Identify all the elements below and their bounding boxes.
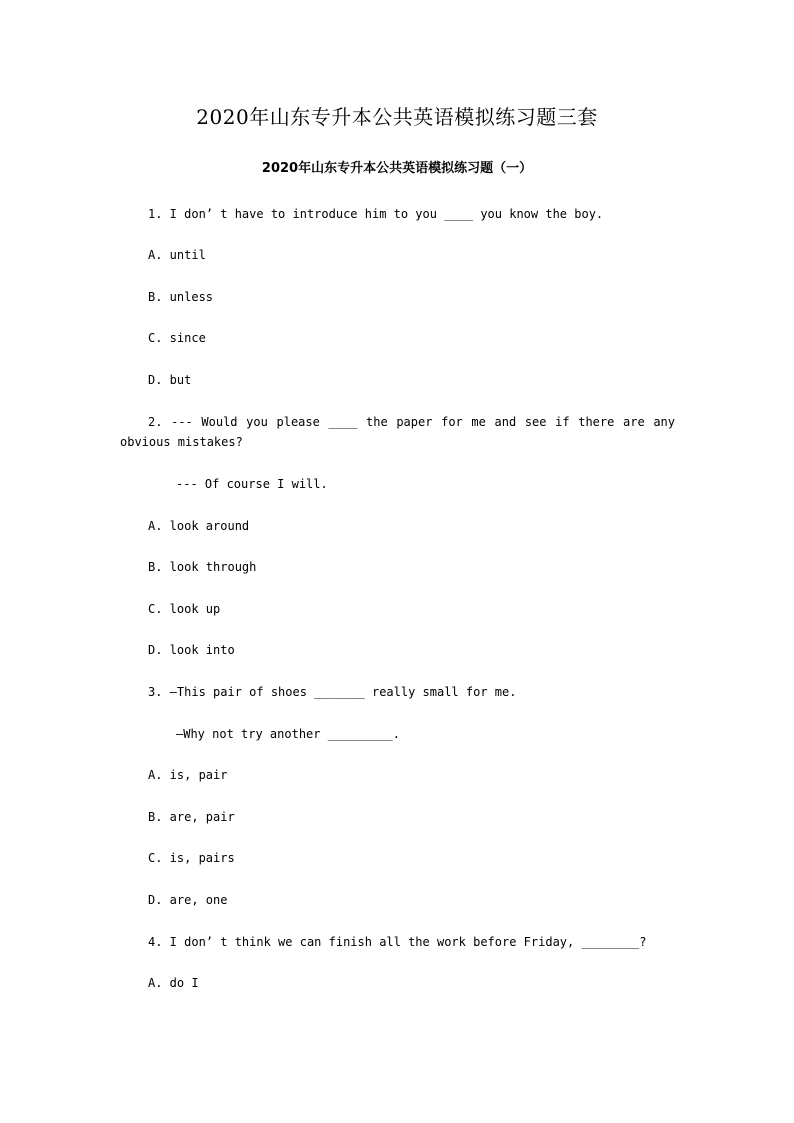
question-1-stem: 1. I don’ t have to introduce him to you ____ you know the boy. (148, 207, 604, 221)
question-3-option-a: A. is, pair (148, 768, 228, 782)
question-1-option-d: D. but (148, 373, 192, 387)
question-3-option-d: D. are, one (148, 893, 228, 907)
question-2-stem-line-2: obvious mistakes? (120, 435, 243, 449)
question-4-option-a: A. do I (148, 976, 199, 990)
question-2-option-b: B. look through (148, 560, 257, 574)
question-2-option-c: C. look up (148, 602, 221, 616)
question-2-option-a: A. look around (148, 519, 250, 533)
question-2-reply: --- Of course I will. (176, 477, 328, 491)
section-subtitle: 2020年山东专升本公共英语模拟练习题（一） (261, 161, 533, 176)
question-1-option-b: B. unless (148, 290, 214, 304)
question-4-stem: 4. I don’ t think we can finish all the work before Friday, ________? (148, 935, 647, 949)
question-1-option-c: C. since (148, 331, 206, 345)
question-2-option-d: D. look into (148, 643, 235, 657)
question-3-option-b: B. are, pair (148, 810, 235, 824)
question-2-stem-line-1: 2. --- Would you please ____ the paper for me and see if there are any (148, 415, 675, 429)
question-1-option-a: A. until (148, 248, 206, 262)
question-3-reply: —Why not try another _________. (176, 727, 400, 741)
question-3-option-c: C. is, pairs (148, 851, 235, 865)
question-3-stem: 3. —This pair of shoes _______ really small for me. (148, 685, 517, 699)
document-title: 2020年山东专升本公共英语模拟练习题三套 (196, 105, 598, 129)
